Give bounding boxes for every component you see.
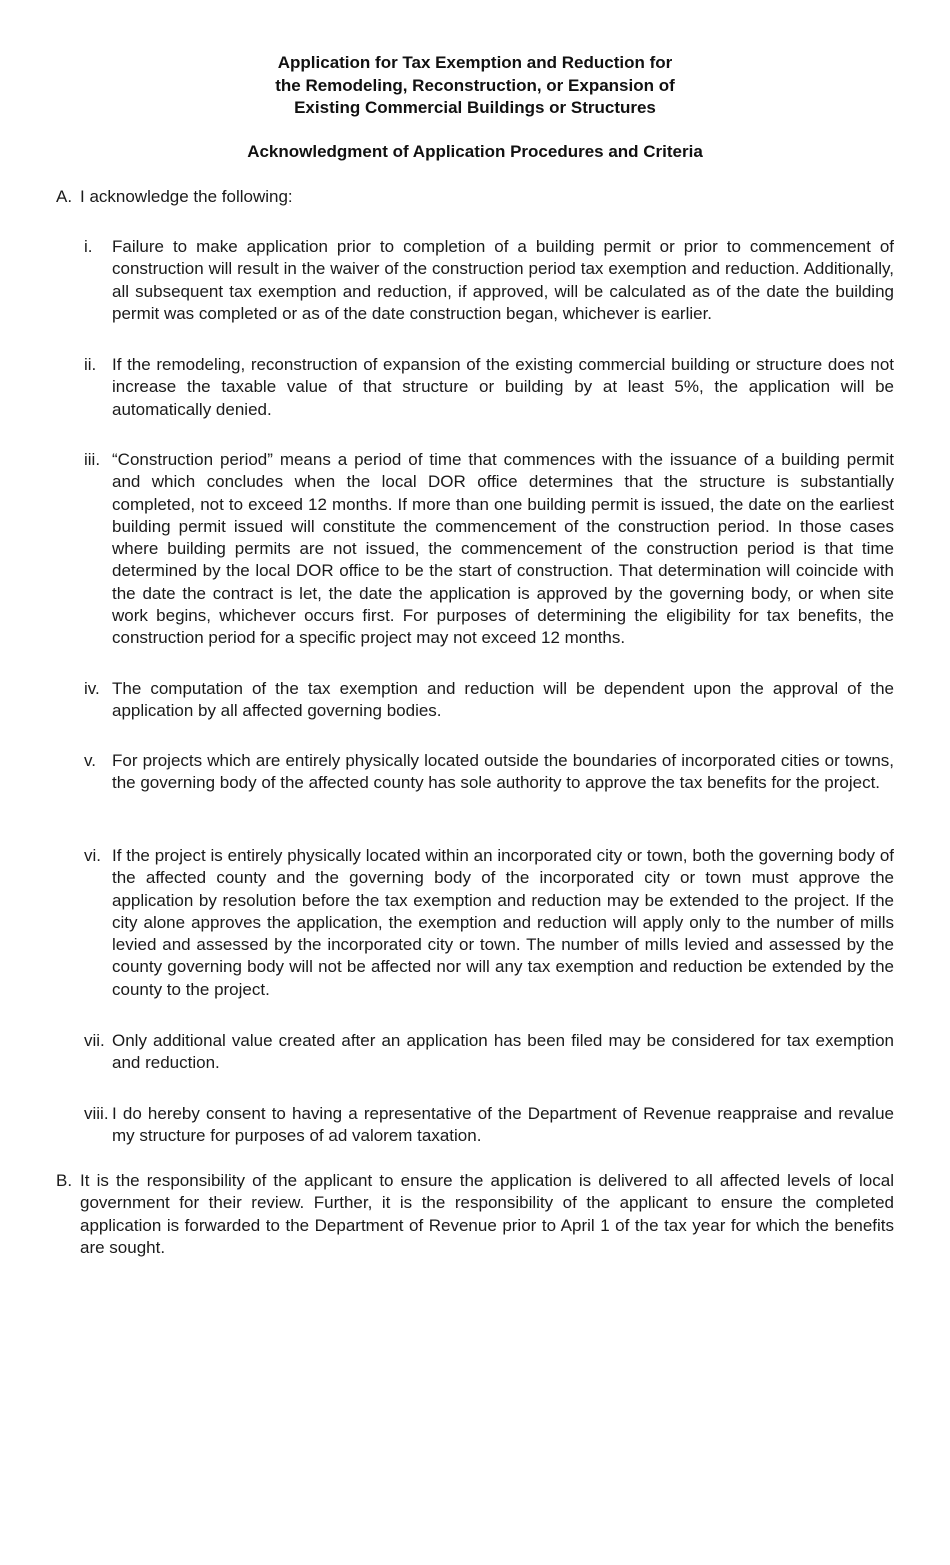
item-text: If the remodeling, reconstruction of expansion of the existing commercial building or structure does not increase the taxable value of that structure or building by at least 5%, the application will be automatically denied. (112, 355, 894, 419)
title-line-2: the Remodeling, Reconstruction, or Expansion of (275, 75, 675, 95)
acknowledgment-item-viii (84, 1103, 894, 1148)
item-text: For projects which are entirely physically located outside the boundaries of incorporated cities or towns, the governing body of the affected county has sole authority to approve the tax benefits for the project. (112, 751, 894, 793)
document-subtitle: Acknowledgment of Application Procedures and Criteria (247, 142, 703, 161)
acknowledgment-item-vii (84, 1030, 894, 1075)
item-numeral: i. (84, 237, 93, 256)
item-numeral: ii. (84, 355, 97, 374)
item-numeral: vi. (84, 846, 101, 865)
item-text: The computation of the tax exemption and reduction will be dependent upon the approval of the application by all affected governing bodies. (112, 679, 894, 721)
acknowledgment-item-iii (84, 449, 894, 650)
acknowledgment-item-ii (84, 354, 894, 421)
item-numeral: vii. (84, 1031, 105, 1050)
item-text: Failure to make application prior to completion of a building permit or prior to commencement of construction will result in the waiver of the construction period tax exemption and reduction. Additionally, all subsequent tax exemption and reduction, if approved, will be calculated as of the date the building permit was completed or as of the date construction began, whichever is earlier. (112, 237, 894, 323)
title-line-3: Existing Commercial Buildings or Structures (294, 98, 656, 117)
section-b-text: It is the responsibility of the applicant to ensure the application is delivered to all affected levels of local government for their review. Further, it is the responsibility of the applicant to ensure the completed application is forwarded to the Department of Revenue prior to April 1 of the tax year for which the benefits are sought. (80, 1171, 894, 1257)
section-b-letter: B. (56, 1171, 73, 1190)
acknowledgment-item-v (84, 750, 894, 795)
item-text: “Construction period” means a period of time that commences with the issuance of a building permit and which concludes when the local DOR office determines that the structure is substantially completed, not to exceed 12 months. If more than one building permit is issued, the date on the earliest building permit issued will constitute the commencement of the construction period. In those cases where building permits are not issued, the commencement of the construction period is that time determined by the local DOR office to be the start of construction. That determination will coincide with the date the contract is let, the date the application is approved by the governing body, or when site work begins, whichever occurs first. For purposes of determining the eligibility for tax benefits, the construction period for a specific project may not exceed 12 months. (112, 450, 894, 648)
item-text: Only additional value created after an application has been filed may be considered for tax exemption and reduction. (112, 1031, 894, 1073)
section-a-heading (56, 186, 894, 208)
acknowledgment-item-vi (84, 845, 894, 1001)
section-b (56, 1170, 894, 1259)
item-text: I do hereby consent to having a representative of the Department of Revenue reappraise and revalue my structure for purposes of ad valorem taxation. (112, 1104, 894, 1146)
item-numeral: v. (84, 751, 96, 770)
acknowledgment-item-i (84, 236, 894, 325)
section-a-letter: A. (56, 187, 73, 206)
document-title (0, 52, 950, 120)
title-line-1: Application for Tax Exemption and Reduction for (277, 53, 673, 72)
section-a-heading-text: I acknowledge the following: (80, 187, 293, 206)
item-numeral: iii. (84, 450, 101, 469)
item-numeral: iv. (84, 679, 100, 698)
item-text: If the project is entirely physically located within an incorporated city or town, both the governing body of the affected county and the governing body of the incorporated city or town must approve the application by resolution before the tax exemption and reduction may be extended to the project. If the city alone approves the application, the exemption and reduction will apply only to the number of mills levied and assessed by the incorporated city or town. The number of mills levied and assessed by the county governing body will not be affected nor will any tax exemption and reduction be extended by the county to the project. (112, 846, 894, 999)
item-numeral: viii. (84, 1104, 109, 1123)
acknowledgment-item-iv (84, 678, 894, 723)
